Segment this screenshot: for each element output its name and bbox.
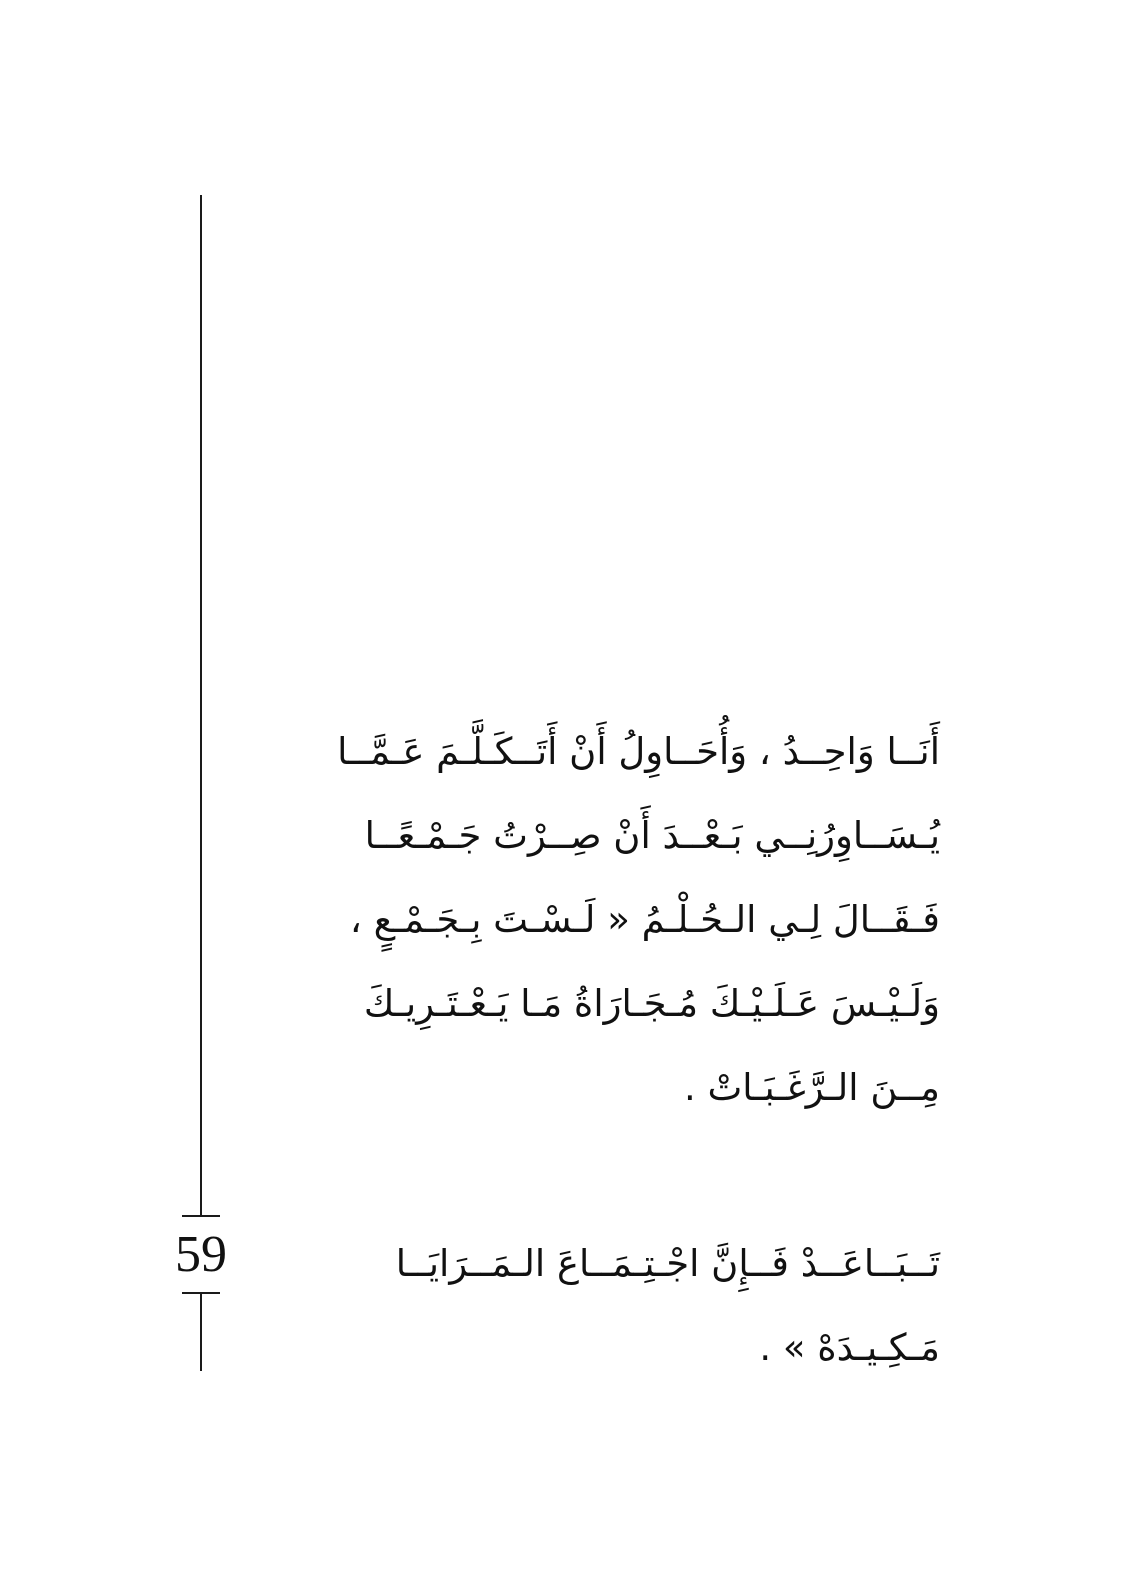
poem-line: وَلَـيْـسَ عَـلَـيْـكَ مُـجَـارَاةُ مَـا يَـعْـتَـرِيـكَ (363, 982, 940, 1025)
stanza-1 (290, 710, 940, 1130)
margin-rule-top (200, 195, 202, 1215)
page-number: 59 (175, 1226, 227, 1283)
poem-text (290, 710, 940, 1390)
poem-line: مَـكِـيـدَهْ » . (759, 1326, 940, 1369)
poem-line: فَـقَــالَ لِـي الـحُـلْـمُ « لَـسْـتَ بِـجَـمْـعٍ ، (349, 898, 940, 941)
stanza-gap (290, 1130, 940, 1222)
page-number-tick-top (182, 1215, 220, 1217)
poem-line: مِــنَ الـرَّغَـبَـاتْ . (683, 1066, 940, 1109)
poem-line: أَنَــا وَاحِــدُ ، وَأُحَــاوِلُ أَنْ أَتَــكَـلَّـمَ عَـمَّــا (337, 730, 940, 773)
margin-rule-bottom (200, 1293, 202, 1371)
stanza-2 (290, 1222, 940, 1390)
poem-line: تَــبَــاعَــدْ فَــإِنَّ اجْـتِـمَــاعَ الـمَــرَايَــا (395, 1242, 940, 1285)
poem-line: يُـسَــاوِرُنِــي بَـعْــدَ أَنْ صِــرْتُ جَـمْـعًــا (364, 814, 940, 857)
